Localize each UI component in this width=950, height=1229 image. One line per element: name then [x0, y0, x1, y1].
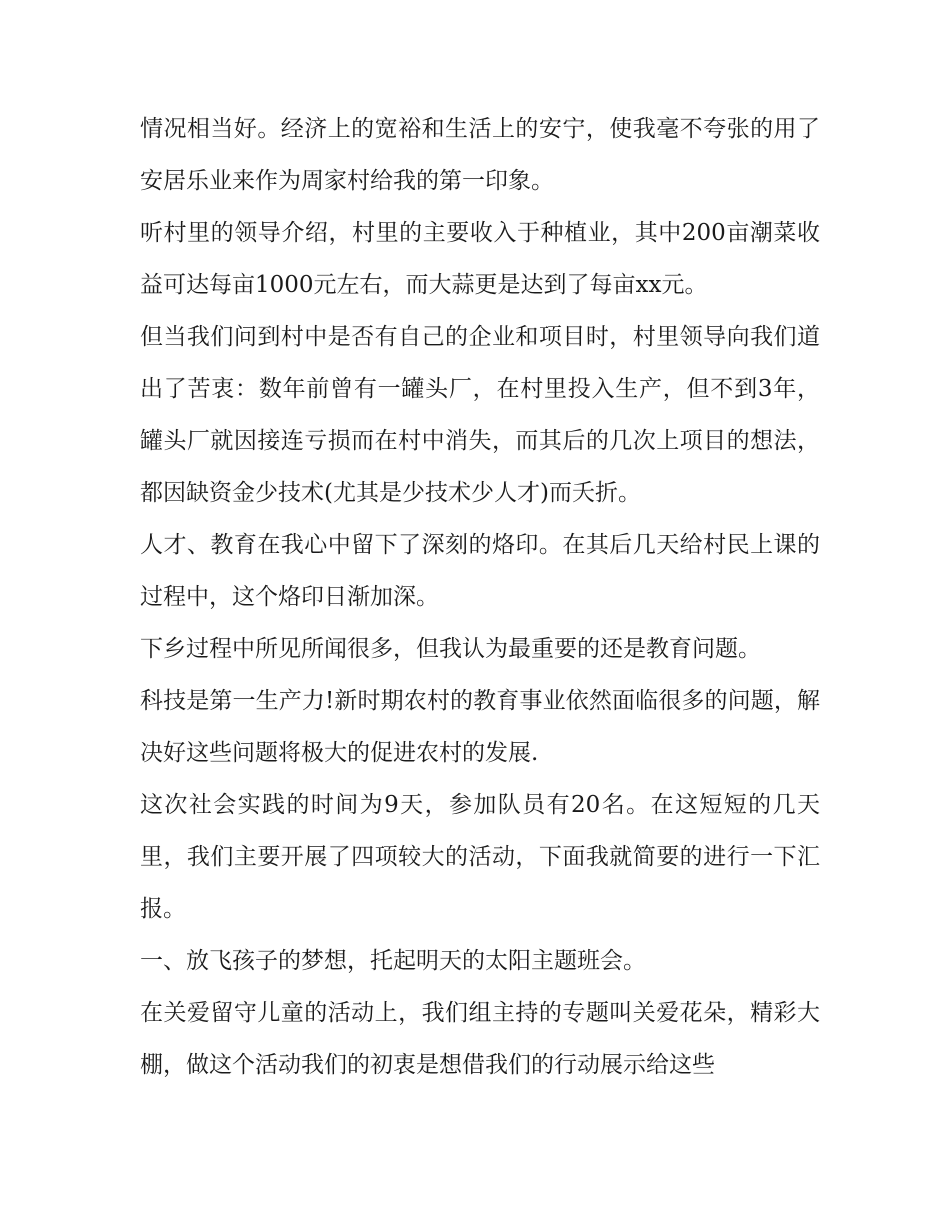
paragraph-7: 这次社会实践的时间为9天，参加队员有20名。在这短短的几天里，我们主要开展了四项较大的活动，下面我就简要的进行一下汇报。	[140, 792, 820, 922]
paragraph-5: 下乡过程中所见所闻很多，但我认为最重要的还是教育问题。	[140, 636, 761, 662]
paragraph-1: 情况相当好。经济上的宽裕和生活上的安宁，使我毫不夸张的用了安居乐业来作为周家村给我的第一印象。	[140, 116, 820, 194]
paragraph-8: 在关爱留守儿童的活动上，我们组主持的专题叫关爱花朵，精彩大棚，做这个活动我们的初衷是想借我们的行动展示给这些	[140, 1000, 820, 1078]
paragraph-6: 科技是第一生产力!新时期农村的教育事业依然面临很多的问题，解决好这些问题将极大的促进农村的发展.	[140, 688, 820, 766]
section-heading-1: 一、放飞孩子的梦想，托起明天的太阳主题班会。	[140, 948, 646, 974]
paragraph-2: 听村里的领导介绍，村里的主要收入于种植业，其中200亩潮菜收益可达每亩1000元左右，而大蒜更是达到了每亩xx元。	[140, 220, 820, 298]
document-body	[140, 103, 820, 1091]
paragraph-4: 人才、教育在我心中留下了深刻的烙印。在其后几天给村民上课的过程中，这个烙印日渐加深。	[140, 532, 820, 610]
paragraph-3: 但当我们问到村中是否有自己的企业和项目时，村里领导向我们道出了苦衷：数年前曾有一罐头厂，在村里投入生产，但不到3年，罐头厂就因接连亏损而在村中消失，而其后的几次上项目的想法，都因缺资金少技术(尤其是少技术少人才)而夭折。	[140, 324, 820, 506]
